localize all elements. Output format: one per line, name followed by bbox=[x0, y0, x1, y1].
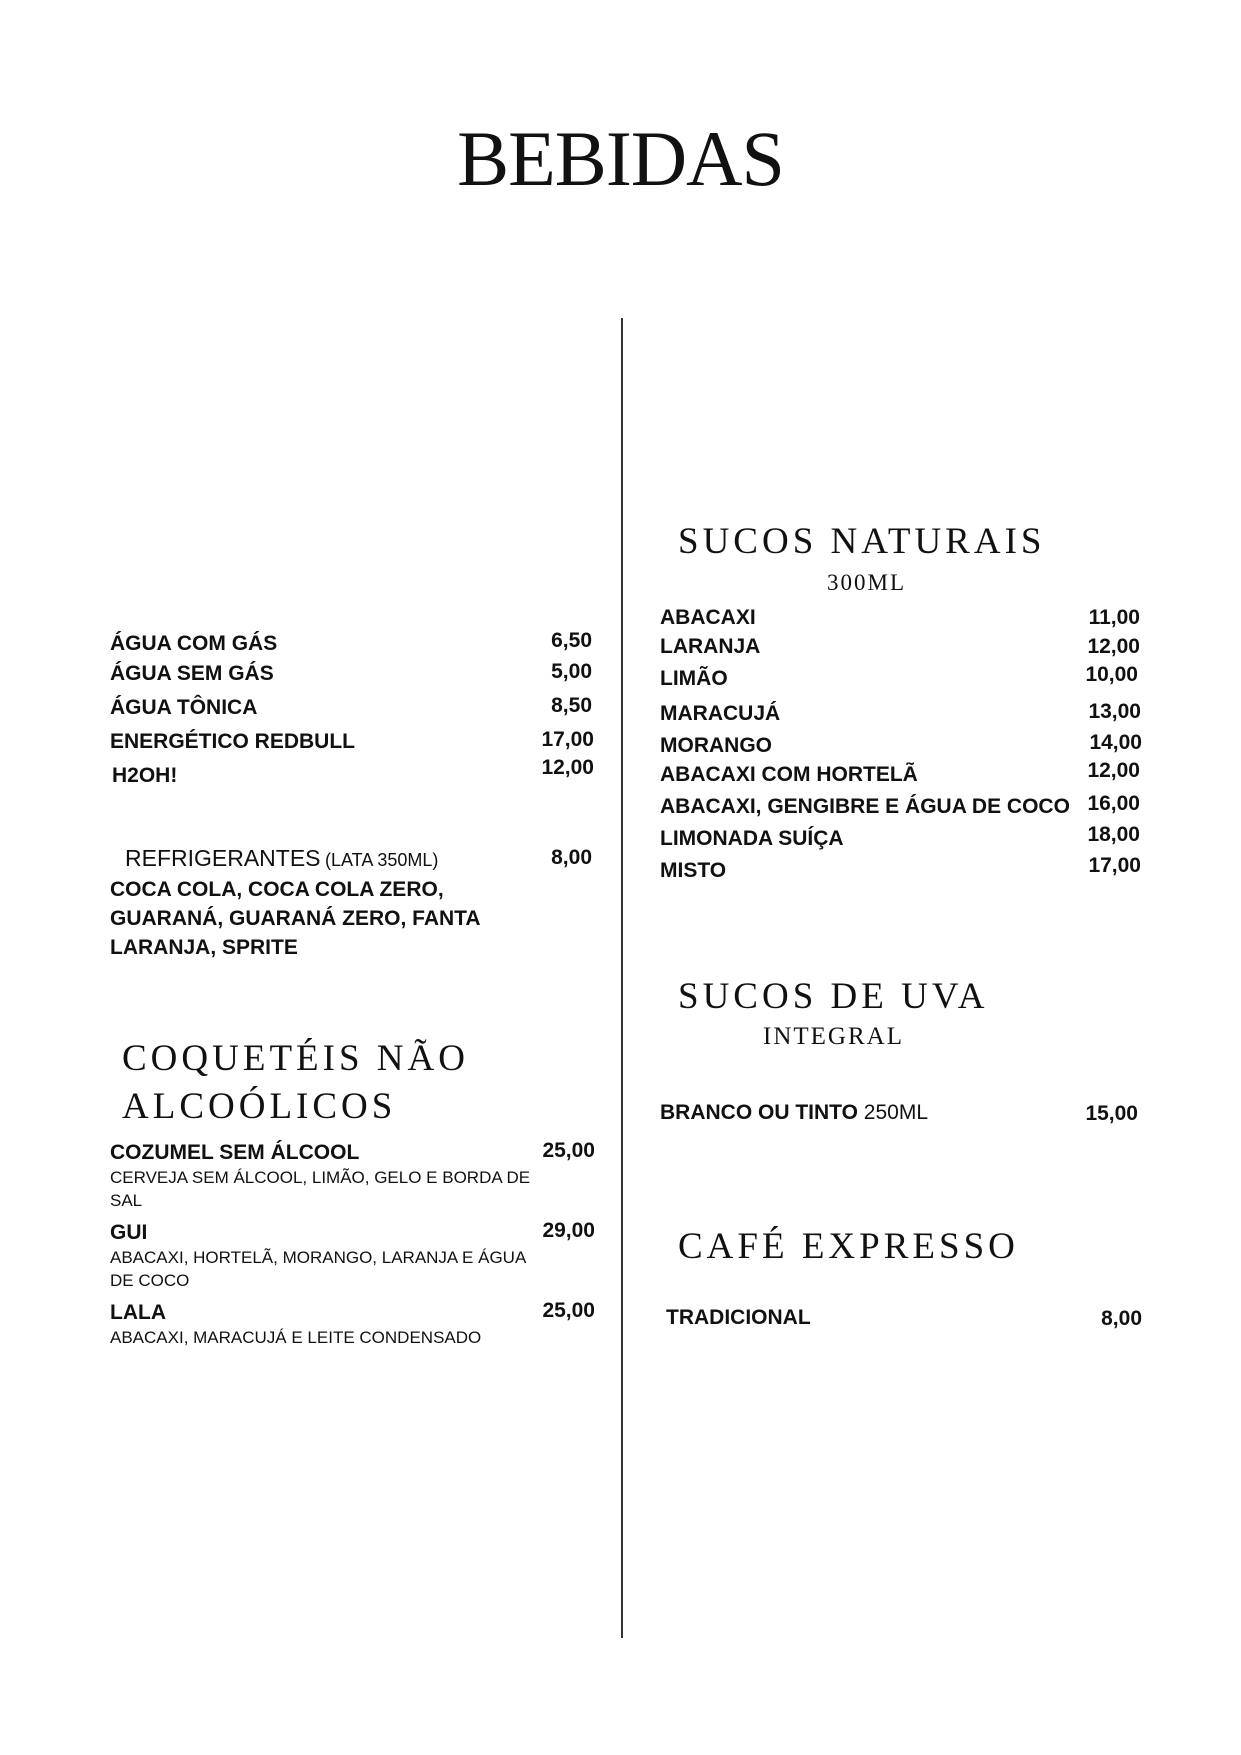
menu-item-name: ENERGÉTICO REDBULL bbox=[110, 730, 356, 753]
menu-item-price: 16,00 bbox=[1087, 792, 1140, 815]
column-divider bbox=[621, 318, 623, 1638]
menu-item-price: 14,00 bbox=[1089, 731, 1142, 754]
menu-item-name: H2OH! bbox=[112, 764, 178, 787]
menu-item-name: ÁGUA SEM GÁS bbox=[110, 662, 274, 685]
menu-item-name bbox=[660, 1102, 928, 1123]
sucos-uva-subheading: INTEGRAL bbox=[763, 1023, 904, 1050]
sucos-uva-heading: SUCOS DE UVA bbox=[678, 976, 989, 1017]
menu-item-price: 8,50 bbox=[551, 694, 592, 717]
menu-item-price: 25,00 bbox=[542, 1299, 595, 1322]
menu-item-name: ABACAXI bbox=[660, 606, 756, 629]
menu-item-name: ÁGUA COM GÁS bbox=[110, 632, 278, 655]
menu-item-price: 13,00 bbox=[1088, 700, 1141, 723]
menu-item-name: MISTO bbox=[660, 859, 727, 882]
menu-item-name: GUI bbox=[110, 1221, 148, 1244]
menu-item-name: MARACUJÁ bbox=[660, 702, 781, 725]
refrigerantes-price: 8,00 bbox=[551, 846, 592, 869]
menu-item-price: 18,00 bbox=[1087, 823, 1140, 846]
menu-item-price: 15,00 bbox=[1085, 1102, 1138, 1125]
menu-item-price: 17,00 bbox=[1088, 854, 1141, 877]
menu-item-price: 12,00 bbox=[1087, 759, 1140, 782]
menu-item-price: 5,00 bbox=[551, 660, 592, 683]
menu-item-name: TRADICIONAL bbox=[666, 1306, 811, 1329]
menu-item-price: 12,00 bbox=[541, 756, 594, 779]
menu-item-price: 10,00 bbox=[1085, 663, 1138, 686]
refrigerantes-size: (LATA 350ML) bbox=[324, 850, 439, 870]
menu-item-name: LIMÃO bbox=[660, 667, 728, 690]
menu-item-name: ÁGUA TÔNICA bbox=[110, 696, 258, 719]
menu-item-description: CERVEJA SEM ÁLCOOL, LIMÃO, GELO E BORDA DE SAL bbox=[110, 1168, 531, 1210]
menu-item-name: LARANJA bbox=[660, 635, 761, 658]
menu-item-name: COZUMEL SEM ÁLCOOL bbox=[110, 1141, 360, 1164]
sucos-naturais-heading: SUCOS NATURAIS bbox=[678, 521, 1046, 562]
menu-item-price: 17,00 bbox=[541, 728, 594, 751]
menu-item-name: LIMONADA SUÍÇA bbox=[660, 827, 844, 850]
refrigerantes-heading bbox=[125, 847, 438, 870]
menu-item-price: 12,00 bbox=[1087, 635, 1140, 658]
sucos-naturais-subheading: 300ML bbox=[827, 570, 906, 595]
menu-item-description: ABACAXI, HORTELÃ, MORANGO, LARANJA E ÁGUA DE COCO bbox=[110, 1248, 526, 1290]
refrigerantes-label: REFRIGERANTES bbox=[125, 845, 321, 871]
menu-item-price: 25,00 bbox=[542, 1139, 595, 1162]
menu-item-name: ABACAXI COM HORTELÃ bbox=[660, 763, 918, 786]
coqueteis-heading-line1: COQUETÉIS NÃO bbox=[122, 1038, 469, 1079]
menu-item-name-text: BRANCO OU TINTO bbox=[660, 1101, 858, 1124]
refrigerantes-flavors: COCA COLA, COCA COLA ZERO, GUARANÁ, GUARANÁ ZERO, FANTA LARANJA, SPRITE bbox=[110, 878, 480, 959]
menu-item-name: MORANGO bbox=[660, 734, 772, 757]
menu-item-name: LALA bbox=[110, 1301, 166, 1324]
menu-item-price: 6,50 bbox=[551, 629, 592, 652]
cafe-heading: CAFÉ EXPRESSO bbox=[678, 1226, 1019, 1267]
menu-item-description: ABACAXI, MARACUJÁ E LEITE CONDENSADO bbox=[110, 1328, 482, 1347]
menu-item-price: 8,00 bbox=[1101, 1307, 1142, 1330]
menu-item-price: 11,00 bbox=[1088, 606, 1140, 629]
page-title: BEBIDAS bbox=[457, 115, 784, 202]
coqueteis-heading-line2: ALCOÓLICOS bbox=[122, 1086, 397, 1127]
menu-item-size: 250ML bbox=[863, 1101, 929, 1124]
menu-item-name: ABACAXI, GENGIBRE E ÁGUA DE COCO bbox=[660, 795, 1070, 818]
menu-item-price: 29,00 bbox=[542, 1219, 595, 1242]
